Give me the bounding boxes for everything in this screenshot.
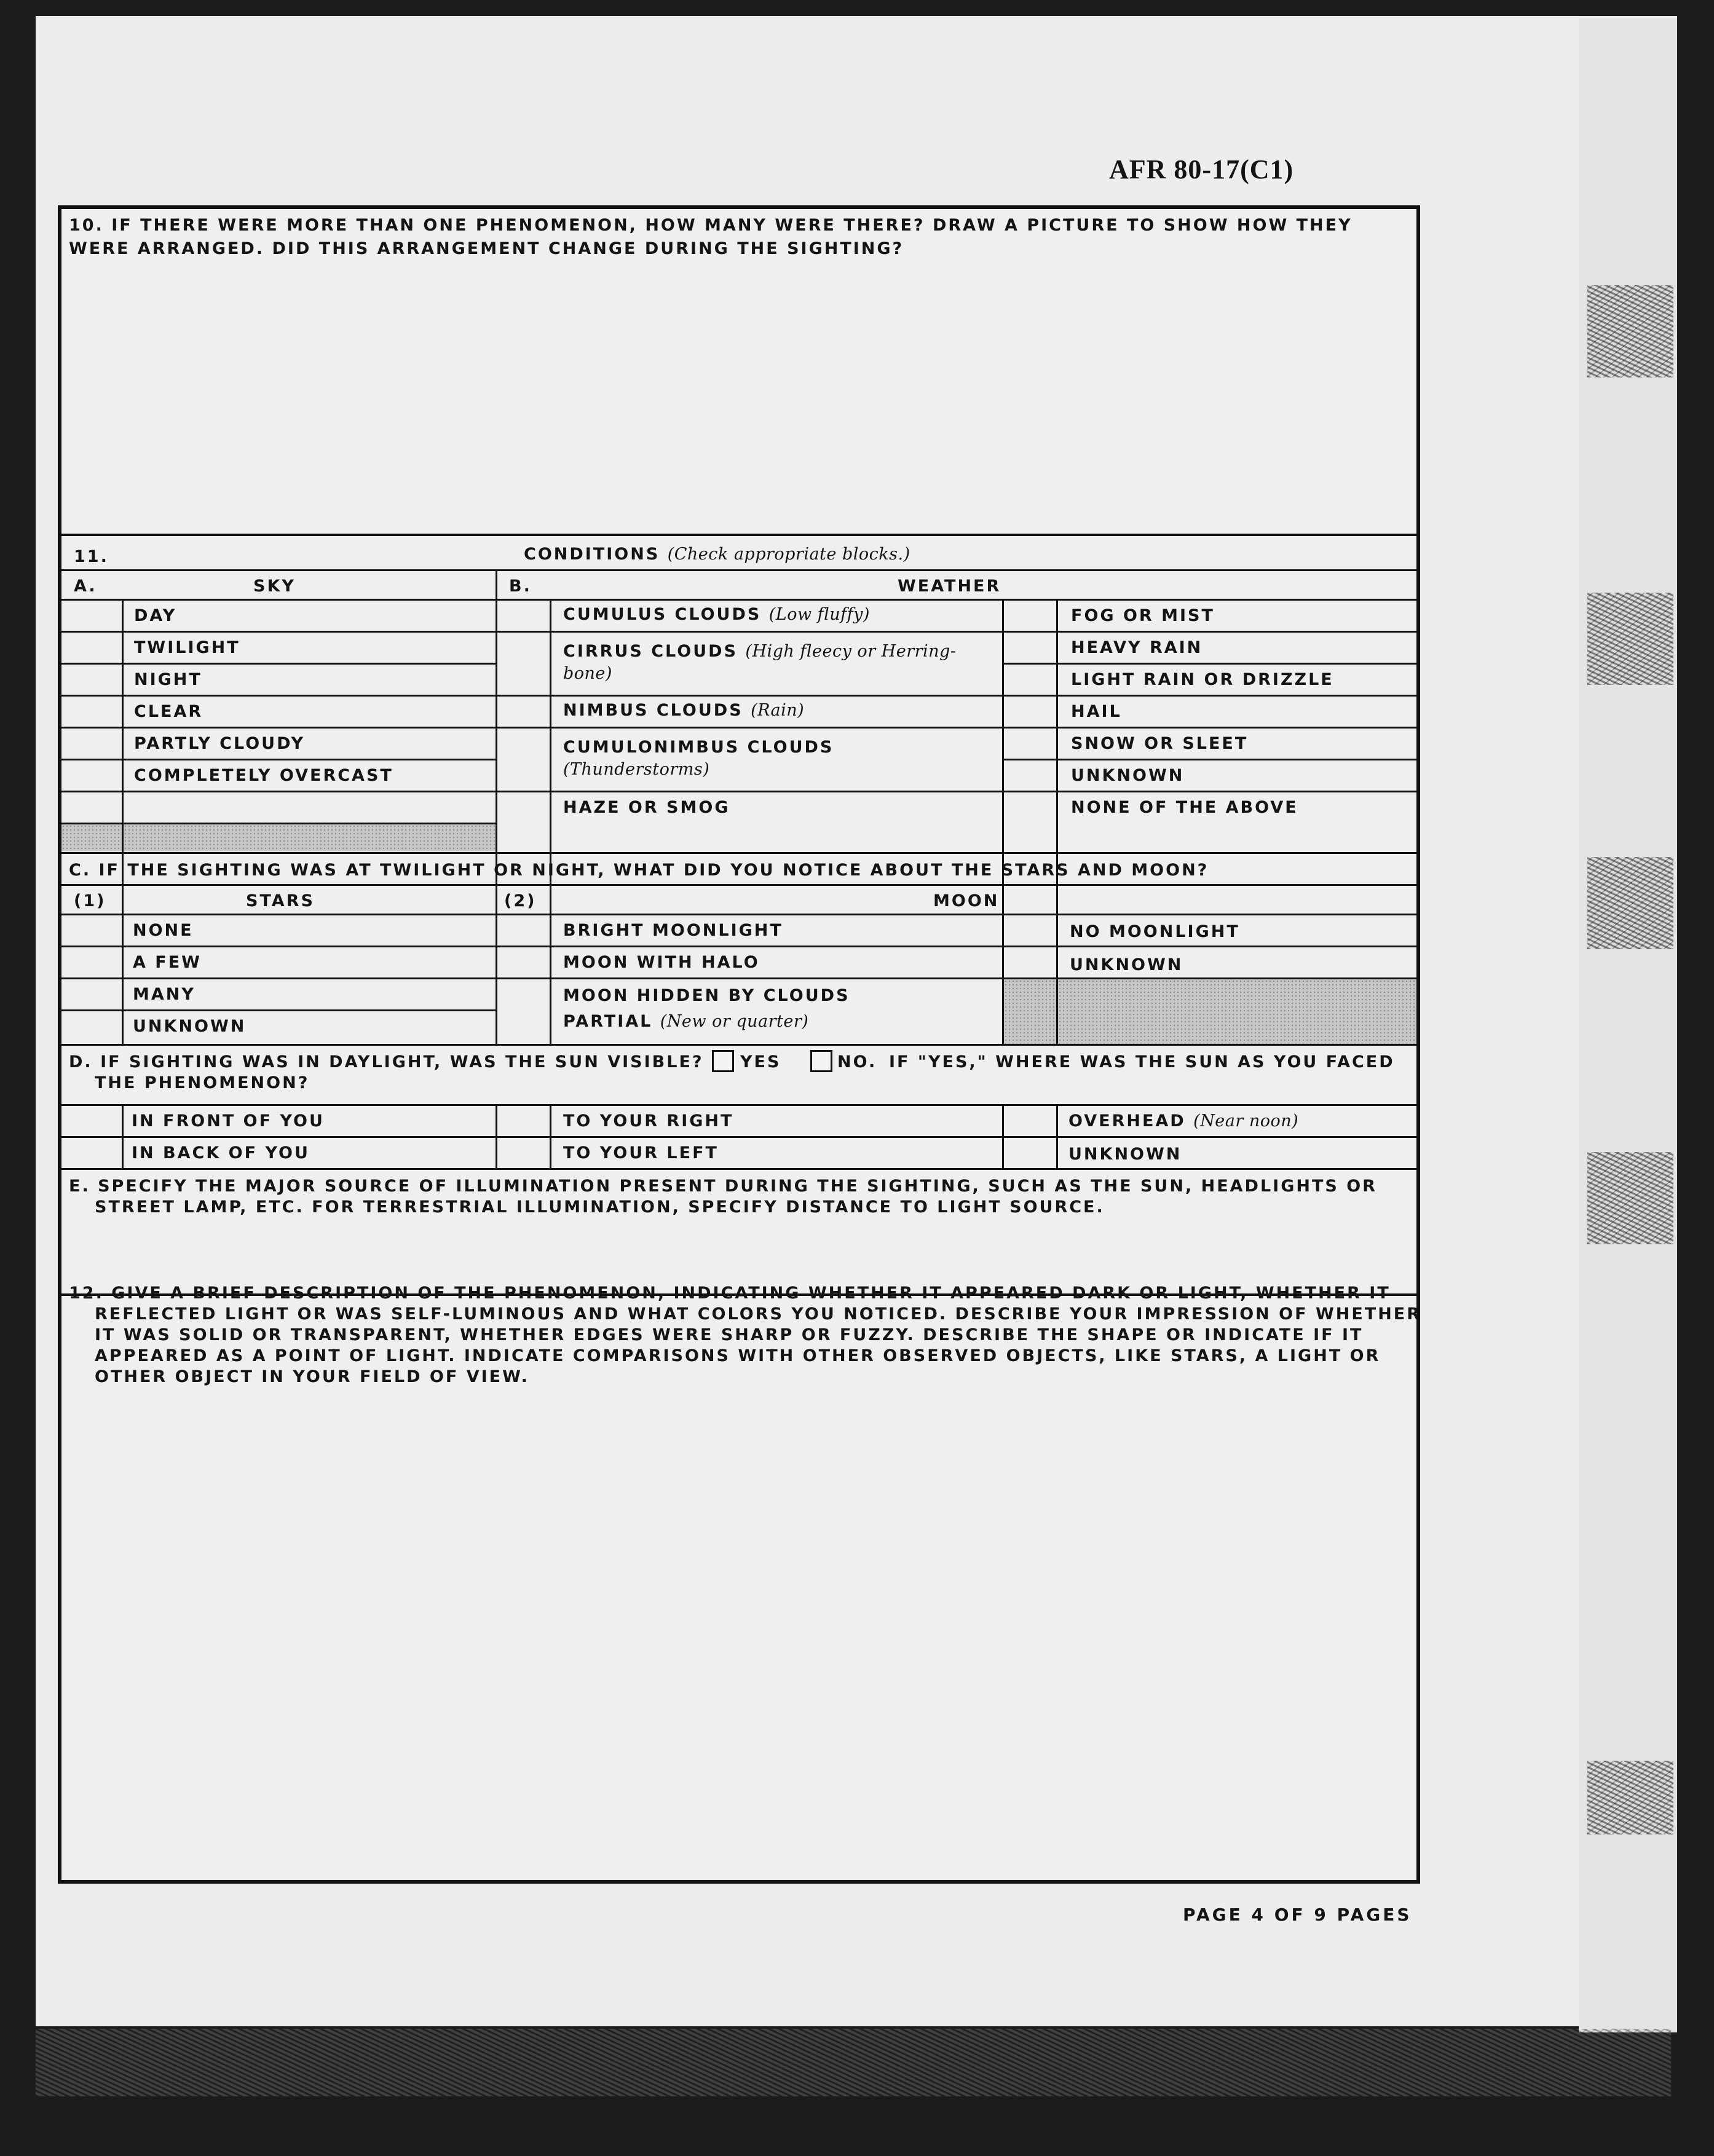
stars-few-checkbox[interactable] bbox=[61, 947, 122, 977]
stars-unknown-checkbox[interactable] bbox=[61, 1011, 122, 1044]
weather-cumulonimbus: CUMULONIMBUS CLOUDS bbox=[563, 738, 834, 757]
moon-halo-checkbox[interactable] bbox=[497, 947, 550, 977]
rule bbox=[496, 631, 1002, 633]
sun-back-checkbox[interactable] bbox=[61, 1138, 122, 1168]
weather-none-checkbox[interactable] bbox=[1004, 792, 1056, 852]
sky-night-checkbox[interactable] bbox=[61, 665, 122, 695]
q11-title: CONDITIONS (Check appropriate blocks.) bbox=[524, 545, 910, 564]
moon-bright-checkbox[interactable] bbox=[497, 915, 550, 946]
scan-edge-strip bbox=[1579, 16, 1677, 2032]
rule bbox=[1056, 1104, 1058, 1168]
weather-cumulus-checkbox[interactable] bbox=[497, 601, 550, 631]
rule bbox=[1002, 631, 1416, 633]
weather-cirrus-note: bone) bbox=[563, 664, 612, 683]
rule bbox=[550, 1104, 551, 1168]
rule bbox=[496, 791, 1002, 792]
q10-answer-area[interactable] bbox=[68, 264, 1408, 529]
q12-text-line3: IT WAS SOLID OR TRANSPARENT, WHETHER EDGES WERE SHARP OR FUZZY. DESCRIBE THE SHAPE OR INDICATE IF IT bbox=[95, 1325, 1364, 1345]
rule bbox=[61, 884, 1416, 886]
rule bbox=[61, 727, 496, 729]
weather-fog: FOG OR MIST bbox=[1071, 606, 1215, 625]
weather-cirrus-checkbox[interactable] bbox=[497, 633, 550, 695]
weather-cumulonimbus-note: (Thunderstorms) bbox=[563, 760, 710, 779]
weather-nimbus-checkbox[interactable] bbox=[497, 697, 550, 727]
q12-text-line1: 12. GIVE A BRIEF DESCRIPTION OF THE PHENOMENON, INDICATING WHETHER IT APPEARED DARK OR LIGHT, WHETHER IT bbox=[69, 1284, 1391, 1303]
moon-halo: MOON WITH HALO bbox=[563, 953, 760, 972]
sky-letter: A. bbox=[74, 577, 97, 596]
moon-partial: PARTIAL (New or quarter) bbox=[563, 1012, 809, 1031]
sky-day-checkbox[interactable] bbox=[61, 601, 122, 631]
sky-heading: SKY bbox=[253, 577, 296, 596]
q11-number: 11. bbox=[74, 547, 109, 566]
weather-haze: HAZE OR SMOG bbox=[563, 798, 730, 817]
sky-night: NIGHT bbox=[134, 670, 202, 689]
q10-text: 10. IF THERE WERE MORE THAN ONE PHENOMENON, HOW MANY WERE THERE? DRAW A PICTURE TO SHOW HOW THEY WERE ARRANGED. DID THIS ARRANGEMENT CHANGE DURING THE SIGHTING? bbox=[69, 216, 1353, 258]
rule bbox=[61, 914, 1416, 915]
sky-partly-cloudy: PARTLY CLOUDY bbox=[134, 734, 306, 753]
sky-clear: CLEAR bbox=[134, 702, 203, 721]
sun-in-front: IN FRONT OF YOU bbox=[132, 1112, 325, 1131]
blank-cell bbox=[1058, 979, 1416, 1044]
moon-none-checkbox[interactable] bbox=[1004, 915, 1056, 946]
d-question-line2: THE PHENOMENON? bbox=[95, 1073, 310, 1092]
d-question-cont: IF "YES," WHERE WAS THE SUN AS YOU FACED bbox=[889, 1052, 1395, 1072]
sun-left: TO YOUR LEFT bbox=[563, 1143, 719, 1163]
stars-number: (1) bbox=[74, 891, 106, 910]
sun-visible-yes-checkbox[interactable] bbox=[712, 1050, 734, 1072]
moon-number: (2) bbox=[504, 891, 537, 910]
rule bbox=[61, 1136, 1416, 1138]
moon-unknown: UNKNOWN bbox=[1070, 955, 1183, 974]
rule bbox=[61, 1044, 1416, 1046]
blank-cell bbox=[61, 824, 122, 851]
sun-visible-yes-label: YES bbox=[740, 1052, 781, 1072]
rule bbox=[61, 1168, 1416, 1170]
stars-none-checkbox[interactable] bbox=[61, 915, 122, 946]
weather-light-rain: LIGHT RAIN OR DRIZZLE bbox=[1071, 670, 1334, 689]
weather-snow: SNOW OR SLEET bbox=[1071, 734, 1249, 753]
scan-artifact bbox=[1587, 1152, 1673, 1244]
weather-cirrus: CIRRUS CLOUDS (High fleecy or Herring- bbox=[563, 642, 957, 661]
rule bbox=[496, 727, 1002, 729]
weather-haze-checkbox[interactable] bbox=[497, 792, 550, 852]
sun-visible-no-checkbox[interactable] bbox=[810, 1050, 832, 1072]
rule bbox=[122, 1104, 124, 1168]
moon-unknown-checkbox[interactable] bbox=[1004, 947, 1056, 977]
stars-many: MANY bbox=[133, 985, 195, 1004]
rule bbox=[61, 1009, 496, 1011]
weather-light-rain-checkbox[interactable] bbox=[1004, 665, 1056, 695]
blank-cell bbox=[1004, 979, 1056, 1044]
sky-partly-cloudy-checkbox[interactable] bbox=[61, 729, 122, 759]
scan-artifact bbox=[1587, 1761, 1673, 1834]
weather-nimbus: NIMBUS CLOUDS (Rain) bbox=[563, 701, 805, 720]
form-number: AFR 80-17(C1) bbox=[1109, 154, 1294, 184]
e-question-line2: STREET LAMP, ETC. FOR TERRESTRIAL ILLUMINATION, SPECIFY DISTANCE TO LIGHT SOURCE. bbox=[95, 1198, 1105, 1217]
sky-day: DAY bbox=[134, 606, 177, 625]
moon-hidden-checkbox[interactable] bbox=[497, 979, 550, 1044]
rule bbox=[61, 569, 1416, 571]
moon-bright: BRIGHT MOONLIGHT bbox=[563, 921, 783, 940]
weather-heading: WEATHER bbox=[898, 577, 1001, 596]
rule bbox=[1002, 791, 1416, 792]
stars-many-checkbox[interactable] bbox=[61, 979, 122, 1009]
sun-unknown-checkbox[interactable] bbox=[1004, 1138, 1056, 1168]
sun-in-back: IN BACK OF YOU bbox=[132, 1143, 310, 1163]
sun-overhead: OVERHEAD (Near noon) bbox=[1068, 1112, 1299, 1131]
rule bbox=[61, 759, 496, 760]
moon-hidden: MOON HIDDEN BY CLOUDS bbox=[563, 986, 850, 1005]
stars-heading: STARS bbox=[246, 891, 315, 910]
rule bbox=[1002, 663, 1416, 665]
weather-heavy-rain: HEAVY RAIN bbox=[1071, 638, 1203, 657]
weather-fog-checkbox[interactable] bbox=[1004, 601, 1056, 631]
weather-heavy-rain-checkbox[interactable] bbox=[1004, 633, 1056, 663]
scan-artifact bbox=[1587, 593, 1673, 685]
weather-cumulus: CUMULUS CLOUDS (Low fluffy) bbox=[563, 605, 870, 624]
rule bbox=[61, 663, 496, 665]
sky-twilight: TWILIGHT bbox=[134, 638, 240, 657]
scan-artifact bbox=[1587, 285, 1673, 377]
rule bbox=[61, 1104, 1416, 1106]
scan-artifact bbox=[1587, 857, 1673, 949]
rule bbox=[61, 946, 1416, 947]
weather-unknown-checkbox[interactable] bbox=[1004, 760, 1056, 791]
rule bbox=[61, 695, 496, 697]
rule bbox=[61, 852, 1416, 854]
blank-cell bbox=[124, 824, 496, 851]
scan-artifact-bottom bbox=[36, 2029, 1671, 2096]
q12-answer-area[interactable] bbox=[68, 1396, 1408, 1863]
weather-cumulonimbus-checkbox[interactable] bbox=[497, 729, 550, 791]
stars-none: NONE bbox=[133, 921, 194, 940]
sun-overhead-checkbox[interactable] bbox=[1004, 1106, 1056, 1136]
rule bbox=[61, 599, 1416, 601]
moon-heading: MOON bbox=[933, 891, 1000, 910]
rule bbox=[1002, 727, 1416, 729]
sun-visible-no-label: NO. bbox=[837, 1052, 877, 1072]
sky-completely-overcast: COMPLETELY OVERCAST bbox=[134, 766, 393, 785]
e-answer-area[interactable] bbox=[68, 1222, 1408, 1290]
weather-letter: B. bbox=[509, 577, 532, 596]
sky-twilight-checkbox[interactable] bbox=[61, 633, 122, 663]
rule bbox=[61, 791, 496, 792]
weather-hail-checkbox[interactable] bbox=[1004, 697, 1056, 727]
weather-none: NONE OF THE ABOVE bbox=[1071, 798, 1298, 817]
c-question: C. IF THE SIGHTING WAS AT TWILIGHT OR NIGHT, WHAT DID YOU NOTICE ABOUT THE STARS AND MOON? bbox=[69, 861, 1209, 880]
conditions-form bbox=[58, 205, 1420, 1884]
rule bbox=[496, 695, 1002, 697]
moon-no-moonlight: NO MOONLIGHT bbox=[1070, 922, 1240, 941]
rule bbox=[61, 631, 496, 633]
e-question-line1: E. SPECIFY THE MAJOR SOURCE OF ILLUMINATION PRESENT DURING THE SIGHTING, SUCH AS THE SUN, HEADLIGHTS OR bbox=[69, 1177, 1377, 1196]
sun-right-checkbox[interactable] bbox=[497, 1106, 550, 1136]
page-number: PAGE 4 OF 9 PAGES bbox=[1183, 1905, 1412, 1925]
q12-text-line4: APPEARED AS A POINT OF LIGHT. INDICATE COMPARISONS WITH OTHER OBSERVED OBJECTS, LIKE STARS, A LIGHT OR bbox=[95, 1346, 1381, 1365]
sun-front-checkbox[interactable] bbox=[61, 1106, 122, 1136]
weather-unknown: UNKNOWN bbox=[1071, 766, 1185, 785]
sun-unknown: UNKNOWN bbox=[1068, 1145, 1182, 1164]
weather-snow-checkbox[interactable] bbox=[1004, 729, 1056, 759]
d-question: D. IF SIGHTING WAS IN DAYLIGHT, WAS THE SUN VISIBLE? bbox=[69, 1052, 704, 1072]
rule bbox=[1002, 759, 1416, 760]
stars-few: A FEW bbox=[133, 953, 202, 972]
rule bbox=[1002, 695, 1416, 697]
sky-clear-checkbox[interactable] bbox=[61, 697, 122, 727]
sun-left-checkbox[interactable] bbox=[497, 1138, 550, 1168]
sky-overcast-checkbox[interactable] bbox=[61, 760, 122, 791]
weather-hail: HAIL bbox=[1071, 702, 1122, 721]
q12-text-line2: REFLECTED LIGHT OR WAS SELF-LUMINOUS AND WHAT COLORS YOU NOTICED. DESCRIBE YOUR IMPRESSION OF WHETHER bbox=[95, 1305, 1422, 1324]
sun-right: TO YOUR RIGHT bbox=[563, 1112, 734, 1131]
rule bbox=[61, 534, 1416, 536]
stars-unknown: UNKNOWN bbox=[133, 1017, 247, 1036]
q12-text-line5: OTHER OBJECT IN YOUR FIELD OF VIEW. bbox=[95, 1367, 529, 1386]
